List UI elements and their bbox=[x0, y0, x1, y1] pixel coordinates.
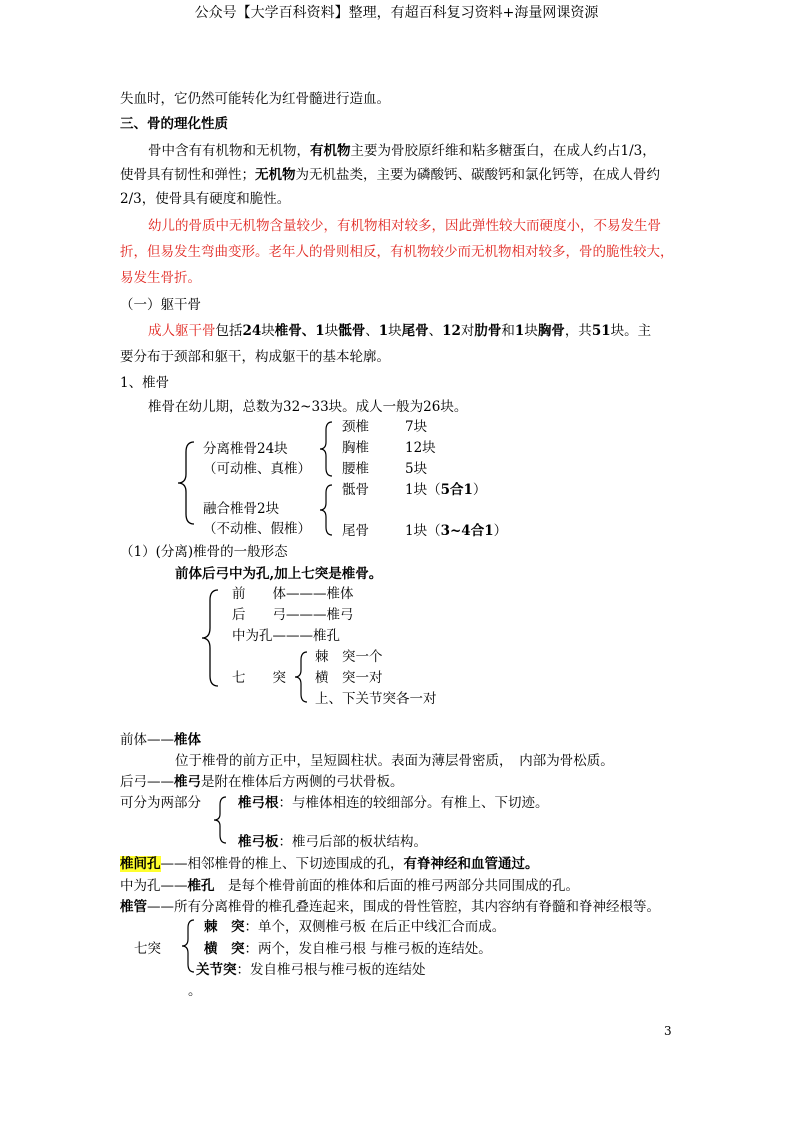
process-spinous: 棘 突一个 bbox=[315, 649, 383, 665]
form-row-arch: 后 弓———椎弓 bbox=[232, 607, 354, 623]
paragraph-line: 2/3，使骨具有硬度和脆性。 bbox=[120, 191, 291, 207]
mnemonic: 前体后弓中为孔,加上七突是椎骨。 bbox=[175, 566, 383, 582]
seven-brace-icon bbox=[293, 650, 311, 706]
body-description: 位于椎骨的前方正中，呈短圆柱状。表面为薄层骨密质， 内部为骨松质。 bbox=[175, 753, 614, 769]
fused-vertebra-sub: （不动椎、假椎） bbox=[203, 521, 311, 537]
paragraph-line: 骨中含有有机物和无机物，有机物主要为骨胶原纤维和粘多糖蛋白，在成人约占1/3， bbox=[148, 143, 656, 159]
sacrum-label: 骶骨 bbox=[342, 482, 369, 498]
separate-brace-icon bbox=[318, 420, 336, 480]
page-header: 公众号【大学百科资料】整理，有超百科复习资料+海量网课资源 bbox=[194, 5, 599, 21]
arch-brace-icon bbox=[212, 795, 230, 847]
highlight-paragraph-line: 易发生骨折。 bbox=[120, 270, 201, 286]
lumbar-label: 腰椎 bbox=[342, 461, 369, 477]
thoracic-label: 胸椎 bbox=[342, 440, 369, 456]
pedicle-line: 椎弓根：与椎体相连的较细部分。有椎上、下切迹。 bbox=[238, 795, 549, 811]
intervertebral-foramen-line: 椎间孔——相邻椎骨的椎上、下切迹围成的孔，有脊神经和血管通过。 bbox=[120, 856, 539, 872]
subsection-title: （一）躯干骨 bbox=[120, 297, 201, 313]
transverse-line: 横 突：两个，发自椎弓根 与椎弓板的连结处。 bbox=[204, 941, 492, 957]
cervical-label: 颈椎 bbox=[342, 419, 369, 435]
form-row-foramen: 中为孔———椎孔 bbox=[232, 628, 340, 644]
form-title: （1）(分离)椎骨的一般形态 bbox=[120, 544, 288, 560]
lumbar-count: 5块 bbox=[405, 461, 428, 477]
vertebra-count: 椎骨在幼儿期，总数为32~33块。成人一般为26块。 bbox=[148, 399, 468, 415]
subsection-title: 1、椎骨 bbox=[120, 375, 170, 391]
intro-line: 失血时，它仍然可能转化为红骨髓进行造血。 bbox=[120, 91, 390, 107]
process-transverse: 横 突一对 bbox=[315, 670, 383, 686]
outer-brace-icon bbox=[176, 440, 198, 526]
coccyx-count: 1块（3~4合1） bbox=[405, 523, 508, 539]
arch-heading: 后弓——椎弓是附在椎体后方两侧的弓状骨板。 bbox=[120, 774, 404, 790]
process-articular: 上、下关节突各一对 bbox=[315, 691, 437, 707]
two-parts-label: 可分为两部分 bbox=[120, 795, 201, 811]
cervical-count: 7块 bbox=[405, 419, 428, 435]
separate-vertebra-sub: （可动椎、真椎） bbox=[203, 461, 311, 477]
articular-line: 关节突：发自椎弓根与椎弓板的连结处 bbox=[196, 962, 426, 978]
trunk-line: 成人躯干骨包括24块椎骨、1块骶骨、1块尾骨、12对肋骨和1块胸骨，共51块。主 bbox=[148, 323, 652, 339]
page-number: 3 bbox=[664, 1024, 672, 1038]
section-title: 三、骨的理化性质 bbox=[120, 116, 228, 132]
thoracic-count: 12块 bbox=[405, 440, 436, 456]
body-heading: 前体——椎体 bbox=[120, 732, 201, 748]
form-row-seven: 七 突 bbox=[232, 670, 286, 686]
sacrum-count: 1块（5合1） bbox=[405, 482, 487, 498]
seven-processes-label: 七突 bbox=[134, 941, 161, 957]
vertebral-canal-line: 椎管——所有分离椎骨的椎孔叠连起来，围成的骨性管腔，其内容纳有脊髓和脊神经根等。 bbox=[120, 899, 660, 915]
fused-vertebra-label: 融合椎骨2块 bbox=[203, 501, 280, 517]
form-brace-icon bbox=[200, 588, 222, 688]
highlight-paragraph-line: 幼儿的骨质中无机物含量较少，有机物相对较多，因此弹性较大而硬度小，不易发生骨 bbox=[148, 218, 661, 234]
separate-vertebra-label: 分离椎骨24块 bbox=[203, 441, 288, 457]
fused-brace-icon bbox=[318, 483, 336, 539]
highlight-paragraph-line: 折，但易发生弯曲变形。老年人的骨则相反，有机物较少而无机物相对较多，骨的脆性较大， bbox=[120, 244, 674, 260]
form-row-body: 前 体———椎体 bbox=[232, 586, 354, 602]
coccyx-label: 尾骨 bbox=[342, 523, 369, 539]
paragraph-line: 使骨具有韧性和弹性；无机物为无机盐类，主要为磷酸钙、碳酸钙和氯化钙等，在成人骨约 bbox=[120, 167, 660, 183]
trailing-period: 。 bbox=[188, 983, 202, 999]
lamina-line: 椎弓板：椎弓后部的板状结构。 bbox=[238, 834, 427, 850]
vertebral-foramen-line: 中为孔——椎孔 是每个椎骨前面的椎体和后面的椎弓两部分共同围成的孔。 bbox=[120, 878, 579, 894]
trunk-line: 要分布于颈部和躯干，构成躯干的基本轮廓。 bbox=[120, 349, 390, 365]
spinous-line: 棘 突：单个，双侧椎弓板 在后正中线汇合而成。 bbox=[204, 919, 506, 935]
